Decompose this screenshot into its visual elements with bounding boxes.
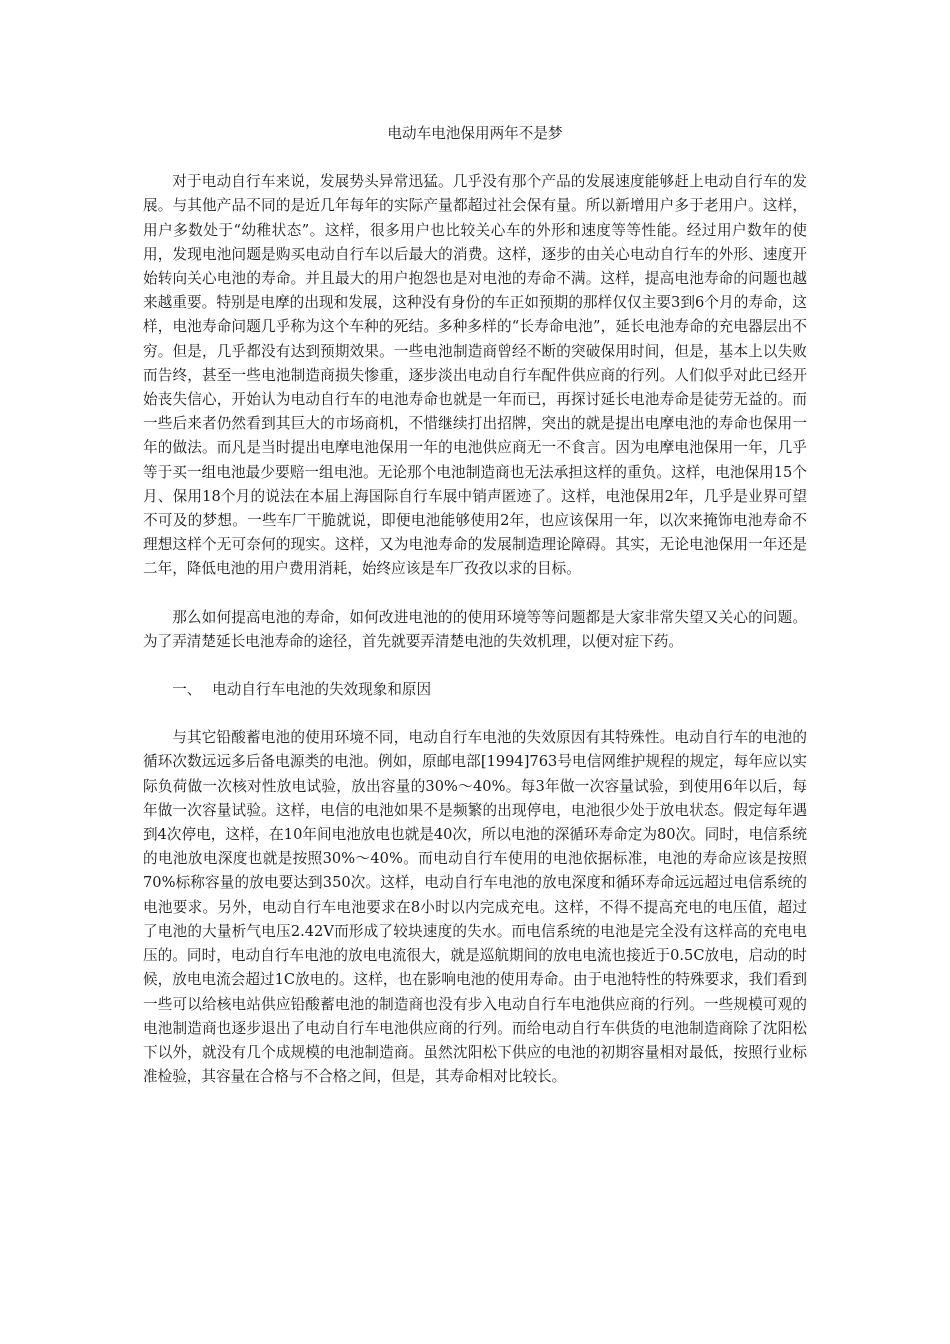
section-heading [143,678,807,702]
paragraph-failure-causes: 与其它铅酸蓄电池的使用环境不同，电动自行车电池的失效原因有其特殊性。电动自行车的电池的循环次数远远多后备电源类的电池。例如，原邮电部[1994]763号电信网维护规程的规定，每年应以实际负荷做一次核对性放电试验，放出容量的30%～40%。每3年做一次容量试验，到使用6年以后，每年做一次容量试验。这样，电信的电池如果不是频繁的出现停电，电池很少处于放电状态。假定每年遇到4次停电，这样，在10年间电池放电也就是40次，所以电池的深循环寿命定为80次。同时，电信系统的电池放电深度也就是按照30%～40%。而电动自行车使用的电池依据标准，电池的寿命应该是按照70%标称容量的放电要达到350次。这样，电动自行车电池的放电深度和循环寿命远远超过电信系统的电池要求。另外，电动自行车电池要求在8小时以内完成充电。这样，不得不提高充电的电压值，超过了电池的大量析气电压2.42V而形成了较块速度的失水。而电信系统的电池是完全没有这样高的充电电压的。同时，电动自行车电池的放电电流很大，就是巡航期间的放电电流也接近于0.5C放电，启动的时候，放电电流会超过1C放电的。这样，也在影响电池的使用寿命。由于电池特性的特殊要求，我们看到一些可以给核电站供应铅酸蓄电池的制造商也没有步入电动自行车电池供应商的行列。一些规模可观的电池制造商也逐步退出了电动自行车电池供应商的行列。而给电动自行车供货的电池制造商除了沈阳松下以外，就没有几个成规模的电池制造商。虽然沈阳松下供应的电池的初期容量相对最低，按照行业标准检验，其容量在合格与不合格之间，但是，其寿命相对比较长。 [143,729,807,1086]
document-body [143,122,807,1113]
section-heading-text: 电动自行车电池的失效现象和原因 [212,681,432,699]
paragraph-question: 那么如何提高电池的寿命，如何改进电池的的使用环境等等问题都是大家非常失望又关心的问题。为了弄清楚延长电池寿命的途径，首先就要弄清楚电池的失效机理，以便对症下药。 [143,608,807,650]
paragraph-intro: 对于电动自行车来说，发展势头异常迅猛。几乎没有那个产品的发展速度能够赶上电动自行车的发展。与其他产品不同的是近几年每年的实际产量都超过社会保有量。所以新增用户多于老用户。这样，用户多数处于“幼稚状态”。这样，很多用户也比较关心车的外形和速度等等性能。经过用户数年的使用，发现电池问题是购买电动自行车以后最大的消费。这样，逐步的由关心电动自行车的外形、速度开始转向关心电池的寿命。并且最大的用户抱怨也是对电池的寿命不满。这样，提高电池寿命的问题也越来越重要。特别是电摩的出现和发展，这种没有身份的车正如预期的那样仅仅主要3到6个月的寿命，这样，电池寿命问题几乎称为这个车种的死结。多种多样的“长寿命电池”，延长电池寿命的充电器层出不穷。但是，几乎都没有达到预期效果。一些电池制造商曾经不断的突破保用时间，但是，基本上以失败而告终，甚至一些电池制造商损失惨重，逐步淡出电动自行车配件供应商的行列。人们似乎对此已经开始丧失信心，开始认为电动自行车的电池寿命也就是一年而已，再探讨延长电池寿命是徒劳无益的。而一些后来者仍然看到其巨大的市场商机，不惜继续打出招牌，突出的就是提出电摩电池的寿命也保用一年的做法。而凡是当时提出电摩电池保用一年的电池供应商无一不食言。因为电摩电池保用一年，几乎等于买一组电池最少要赔一组电池。无论那个电池制造商也无法承担这样的重负。这样，电池保用15个月、保用18个月的说法在本届上海国际自行车展中销声匿迹了。这样，电池保用2年，几乎是业界可望不可及的梦想。一些车厂干脆就说，即便电池能够使用2年，也应该保用一年，以次来掩饰电池寿命不理想这样个无可奈何的现实。这样，又为电池寿命的发展制造理论障碍。其实，无论电池保用一年还是二年，降低电池的用户费用消耗，始终应该是车厂孜孜以求的目标。 [143,173,807,578]
section-number: 一、 [172,681,202,699]
document-title: 电动车电池保用两年不是梦 [387,125,563,142]
